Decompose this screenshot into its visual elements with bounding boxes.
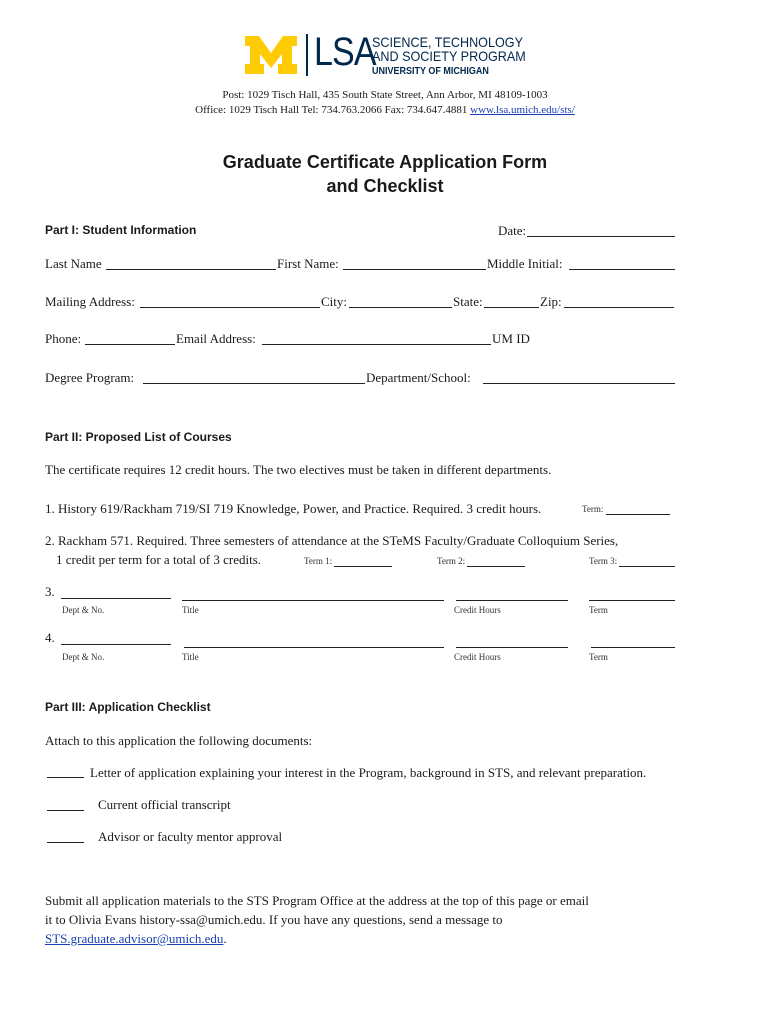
logo-line-1: SCIENCE, TECHNOLOGY [372, 34, 524, 50]
office-info: Office: 1029 Tisch Hall Tel: 734.763.2066 Fax: 734.647.4881 [195, 104, 468, 116]
elective-4-title-field[interactable] [184, 647, 444, 648]
post-address: Post: 1029 Tisch Hall, 435 South State Street, Ann Arbor, MI 48109-1003 [222, 89, 548, 101]
checklist-blank-1[interactable] [47, 777, 84, 778]
email-label: Email Address: [176, 331, 256, 346]
state-field[interactable] [484, 307, 539, 308]
last-name-label: Last Name [45, 256, 102, 271]
zip-label: Zip: [540, 294, 562, 309]
elective-3-title-field[interactable] [182, 600, 444, 601]
state-label: State: [453, 294, 483, 309]
elective-4-dept-field[interactable] [61, 644, 171, 645]
mailing-address-label: Mailing Address: [45, 294, 135, 309]
elective-3-term-field[interactable] [589, 600, 675, 601]
elective-4-term-field[interactable] [591, 647, 675, 648]
course-1-text: 1. History 619/Rackham 719/SI 719 Knowledge, Power, and Practice. Required. 3 credit hours. [45, 501, 542, 516]
first-name-field[interactable] [343, 269, 486, 270]
department-field[interactable] [483, 383, 675, 384]
elective-3-credit-field[interactable] [456, 600, 568, 601]
page-title: Graduate Certificate Application Form [222, 152, 548, 172]
elective-4-number: 4. [45, 630, 55, 645]
date-label: Date: [498, 223, 527, 238]
city-field[interactable] [349, 307, 452, 308]
office-address [0, 103, 770, 118]
elective-4-dept-label: Dept & No. [62, 652, 105, 662]
elective-3-dept-label: Dept & No. [62, 605, 105, 615]
term-1-label: Term 1: [304, 556, 333, 566]
term-3-field[interactable] [619, 566, 675, 567]
checklist-item-2: Current official transcript [98, 797, 231, 812]
part2-heading: Part II: Proposed List of Courses [45, 430, 232, 444]
mailing-address-field[interactable] [140, 307, 320, 308]
phone-label: Phone: [45, 331, 82, 346]
footer-line-1: Submit all application materials to the STS Program Office at the address at the top of this page or email [45, 893, 589, 908]
advisor-email-link[interactable]: STS.graduate.advisor@umich.edu [45, 931, 224, 946]
degree-program-field[interactable] [143, 383, 365, 384]
elective-3-dept-field[interactable] [61, 598, 171, 599]
checklist-item-1: Letter of application explaining your interest in the Program, background in STS, and relevant preparation. [90, 765, 647, 780]
checklist-blank-2[interactable] [47, 810, 84, 811]
city-label: City: [321, 294, 348, 309]
elective-4-title-label: Title [182, 652, 199, 662]
course-2-text: 2. Rackham 571. Required. Three semesters of attendance at the STeMS Faculty/Graduate Colloquium Series, [45, 533, 619, 548]
department-label: Department/School: [366, 370, 471, 385]
checklist-blank-3[interactable] [47, 842, 84, 843]
logo-divider [306, 34, 308, 76]
term-3-label: Term 3: [589, 556, 618, 566]
website-link[interactable]: www.lsa.umich.edu/sts/ [470, 104, 575, 116]
elective-4-term-label: Term [589, 652, 608, 662]
course-2-text-line-2: 1 credit per term for a total of 3 credits. [56, 552, 262, 567]
first-name-label: First Name: [277, 256, 339, 271]
term-2-field[interactable] [467, 566, 525, 567]
middle-initial-label: Middle Initial: [487, 256, 563, 271]
course-1-term-field[interactable] [606, 514, 670, 515]
footer-line-2: it to Olivia Evans history-ssa@umich.edu. If you have any questions, send a message to [45, 912, 503, 927]
last-name-field[interactable] [106, 269, 276, 270]
logo-line-3: UNIVERSITY OF MICHIGAN [372, 66, 489, 77]
zip-field[interactable] [564, 307, 674, 308]
middle-initial-field[interactable] [569, 269, 675, 270]
logo-line-2: AND SOCIETY PROGRAM [372, 48, 526, 64]
page-title-line-2: and Checklist [326, 176, 444, 196]
umid-label: UM ID [492, 331, 530, 346]
course-1-term-label: Term: [582, 504, 604, 514]
university-m-logo-icon [245, 36, 297, 74]
part3-intro: Attach to this application the following documents: [45, 733, 313, 748]
email-field[interactable] [262, 344, 491, 345]
term-1-field[interactable] [334, 566, 392, 567]
checklist-item-3: Advisor or faculty mentor approval [98, 829, 283, 844]
part3-heading: Part III: Application Checklist [45, 700, 211, 714]
degree-program-label: Degree Program: [45, 370, 135, 385]
part1-heading: Part I: Student Information [45, 223, 197, 237]
elective-3-term-label: Term [589, 605, 608, 615]
term-2-label: Term 2: [437, 556, 466, 566]
footer-period: . [223, 931, 227, 946]
date-field[interactable] [527, 236, 675, 237]
phone-field[interactable] [85, 344, 175, 345]
elective-4-credit-field[interactable] [456, 647, 568, 648]
elective-3-credit-label: Credit Hours [454, 605, 501, 615]
lsa-logo-letters: LSA [314, 30, 376, 74]
elective-3-title-label: Title [182, 605, 199, 615]
elective-4-credit-label: Credit Hours [454, 652, 501, 662]
elective-3-number: 3. [45, 584, 55, 599]
part2-intro: The certificate requires 12 credit hours. The two electives must be taken in different departments. [45, 462, 552, 477]
footer-line-3 [45, 931, 227, 947]
